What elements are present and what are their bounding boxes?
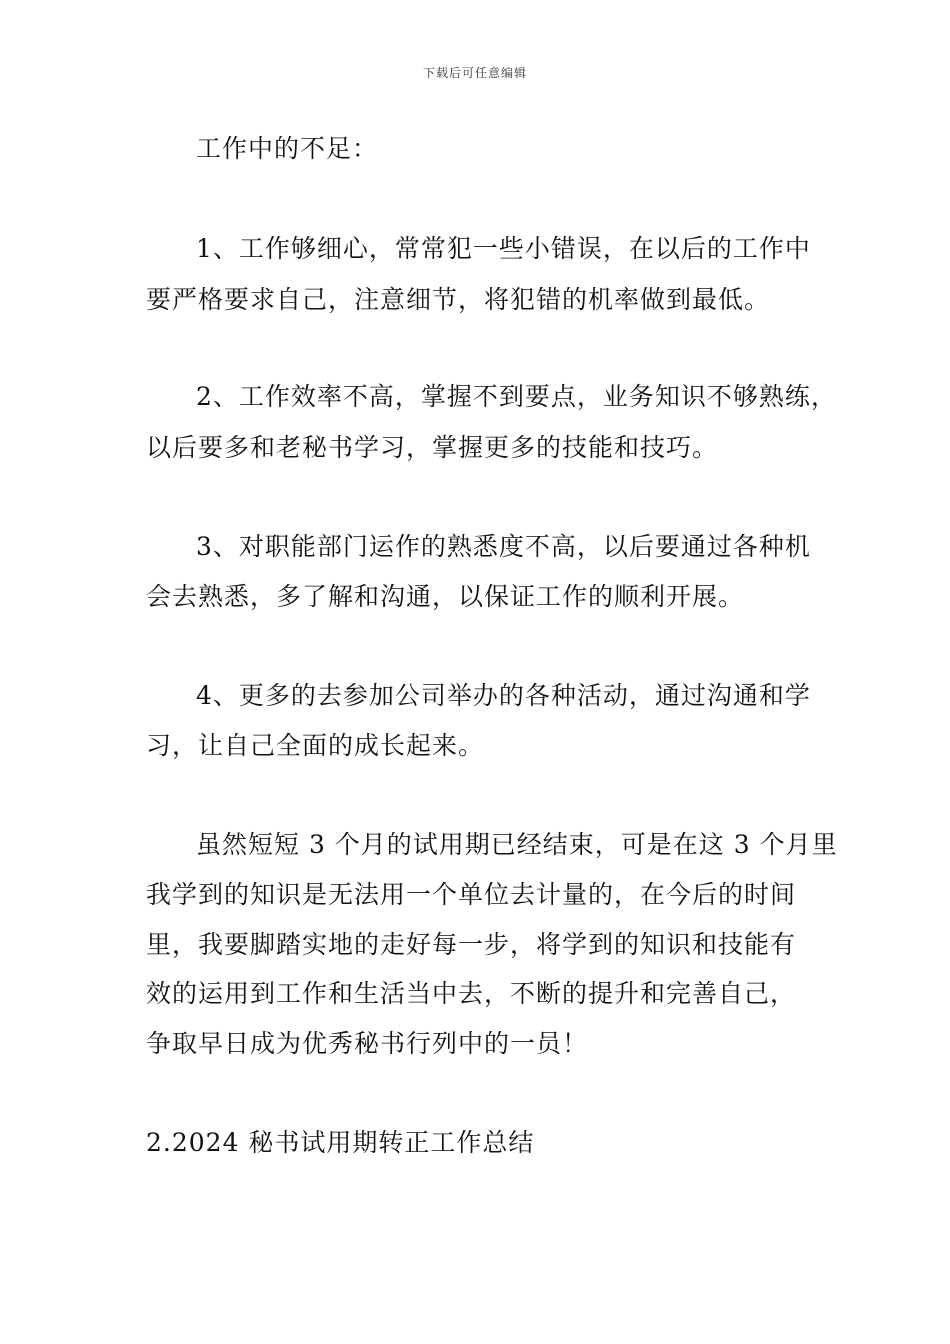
conclusion-line-5: 争取早日成为优秀秘书行列中的一员！ (146, 1029, 589, 1058)
item-2-line-1: 2、工作效率不高，掌握不到要点，业务知识不够熟练， (196, 382, 837, 411)
item-1-line-1: 1、工作够细心，常常犯一些小错误，在以后的工作中 (196, 234, 811, 263)
next-section-title: 2.2024 秘书试用期转正工作总结 (146, 1128, 535, 1157)
item-4-line-1: 4、更多的去参加公司举办的各种活动，通过沟通和学 (196, 681, 811, 710)
item-3-line-2: 会去熟悉，多了解和沟通，以保证工作的顺利开展。 (146, 582, 745, 611)
conclusion-line-2: 我学到的知识是无法用一个单位去计量的，在今后的时间 (146, 880, 797, 909)
item-2-line-2: 以后要多和老秘书学习，掌握更多的技能和技巧。 (146, 433, 719, 462)
item-4-line-2: 习，让自己全面的成长起来。 (146, 731, 485, 760)
item-1-line-2: 要严格要求自己，注意细节，将犯错的机率做到最低。 (146, 285, 771, 314)
item-3-line-1: 3、对职能部门运作的熟悉度不高，以后要通过各种机 (196, 532, 811, 561)
page-header: 下载后可任意编辑 (422, 66, 527, 80)
conclusion-line-1: 虽然短短 3 个月的试用期已经结束，可是在这 3 个月里 (196, 830, 838, 859)
conclusion-line-3: 里，我要脚踏实地的走好每一步，将学到的知识和技能有 (146, 930, 797, 959)
section-heading: 工作中的不足： (196, 134, 379, 163)
conclusion-line-4: 效的运用到工作和生活当中去，不断的提升和完善自己， (146, 979, 797, 1008)
